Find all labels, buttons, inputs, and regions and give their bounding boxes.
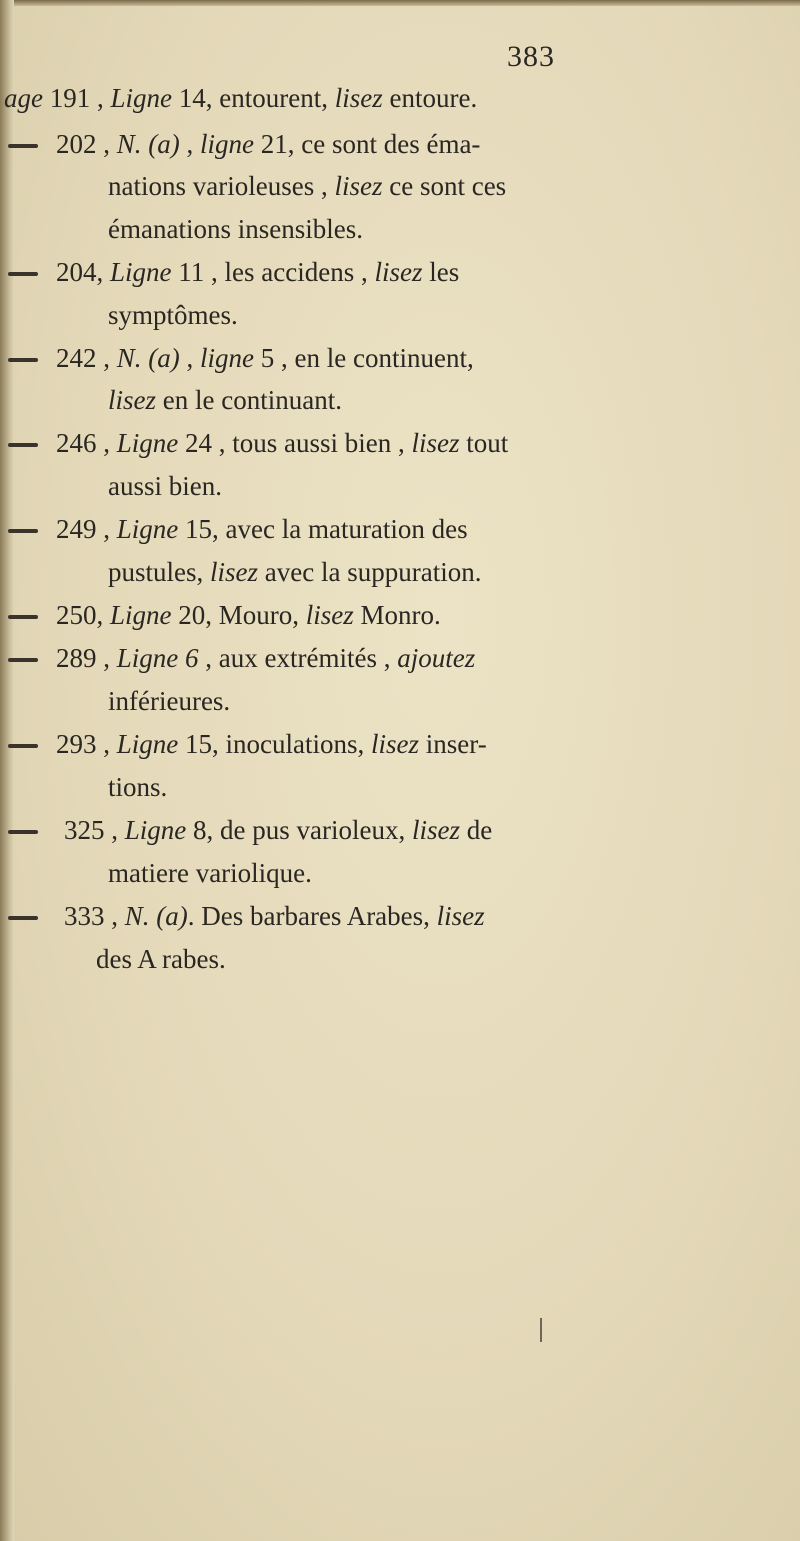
line-text: les bbox=[422, 257, 460, 287]
line-text: 246 , bbox=[56, 428, 117, 458]
entry-dash bbox=[8, 443, 38, 447]
errata-line bbox=[108, 857, 312, 889]
errata-line bbox=[56, 427, 508, 459]
line-text: 191 , bbox=[49, 83, 111, 113]
ink-mark bbox=[540, 1318, 542, 1342]
italic-text: Ligne bbox=[110, 257, 172, 287]
line-text: 24 , tous aussi bien , bbox=[178, 428, 412, 458]
errata-line bbox=[64, 900, 485, 932]
errata-line bbox=[108, 771, 167, 803]
line-text: en le continuant. bbox=[156, 385, 342, 415]
errata-line bbox=[4, 82, 477, 114]
italic-text: Ligne 6 bbox=[116, 643, 199, 673]
line-text: avec la suppuration. bbox=[258, 557, 482, 587]
errata-line bbox=[108, 685, 230, 717]
line-text: Monro. bbox=[353, 600, 441, 630]
italic-text: lisez bbox=[334, 83, 383, 113]
italic-text: lisez bbox=[371, 729, 420, 759]
line-text: 293 , bbox=[56, 729, 117, 759]
italic-text: N. (a) bbox=[124, 901, 188, 931]
line-text: 325 , bbox=[64, 815, 125, 845]
page-number: 383 bbox=[507, 40, 555, 73]
line-text: 21, ce sont des éma- bbox=[254, 129, 481, 159]
errata-line bbox=[56, 342, 474, 374]
italic-text: ligne bbox=[200, 129, 254, 159]
line-text: émanations insensibles. bbox=[108, 214, 363, 244]
line-text: ce sont ces bbox=[382, 171, 507, 201]
line-text: entoure. bbox=[382, 83, 478, 113]
italic-text: ligne bbox=[200, 343, 254, 373]
italic-text: lisez bbox=[210, 557, 259, 587]
italic-text: lisez bbox=[436, 901, 485, 931]
italic-text: Ligne bbox=[116, 428, 179, 458]
errata-line bbox=[56, 599, 441, 631]
line-text: inférieures. bbox=[108, 686, 231, 716]
errata-line bbox=[56, 642, 475, 674]
line-text: 14, entourent, bbox=[172, 83, 335, 113]
line-text: 204, bbox=[56, 257, 110, 287]
italic-text: lisez bbox=[108, 385, 157, 415]
italic-text: Ligne bbox=[116, 514, 179, 544]
line-text: 202 , bbox=[56, 129, 117, 159]
line-text: 333 , bbox=[64, 901, 125, 931]
errata-line bbox=[56, 256, 459, 288]
errata-line bbox=[56, 128, 480, 160]
entry-dash bbox=[8, 744, 38, 748]
italic-text: lisez bbox=[411, 815, 460, 845]
italic-text: lisez bbox=[374, 257, 423, 287]
line-text: 20, Mouro, bbox=[171, 600, 306, 630]
errata-line bbox=[108, 299, 238, 331]
page-gutter bbox=[0, 0, 14, 1541]
errata-line bbox=[56, 513, 468, 545]
entry-dash bbox=[8, 529, 38, 533]
line-text: 249 , bbox=[56, 514, 117, 544]
italic-text: N. (a) bbox=[116, 129, 180, 159]
errata-line bbox=[56, 728, 487, 760]
line-text: 289 , bbox=[56, 643, 117, 673]
line-text: symptômes. bbox=[108, 300, 238, 330]
errata-line bbox=[108, 170, 506, 202]
page-top-edge bbox=[0, 0, 800, 6]
errata-line bbox=[108, 384, 342, 416]
entry-dash bbox=[8, 658, 38, 662]
italic-text: age bbox=[4, 83, 50, 113]
line-text: matiere variolique. bbox=[108, 858, 312, 888]
line-text: 250, bbox=[56, 600, 110, 630]
entry-dash bbox=[8, 358, 38, 362]
errata-line bbox=[64, 814, 492, 846]
line-text: . Des barbares Arabes, bbox=[187, 901, 437, 931]
entry-dash bbox=[8, 916, 38, 920]
line-text: tions. bbox=[108, 772, 168, 802]
line-text: de bbox=[459, 815, 493, 845]
line-text: pustules, bbox=[108, 557, 211, 587]
italic-text: Ligne bbox=[116, 729, 179, 759]
line-text: 242 , bbox=[56, 343, 117, 373]
line-text: inser- bbox=[419, 729, 487, 759]
line-text: des A rabes. bbox=[96, 944, 226, 974]
italic-text: Ligne bbox=[124, 815, 187, 845]
italic-text: ajoutez bbox=[397, 643, 476, 673]
line-text: , bbox=[179, 129, 200, 159]
line-text: 8, de pus varioleux, bbox=[186, 815, 412, 845]
italic-text: lisez bbox=[334, 171, 383, 201]
line-text: aussi bien. bbox=[108, 471, 222, 501]
line-text: 11 , les accidens , bbox=[171, 257, 375, 287]
errata-line bbox=[108, 556, 481, 588]
errata-line bbox=[108, 470, 222, 502]
entry-dash bbox=[8, 272, 38, 276]
line-text: 5 , en le continuent, bbox=[254, 343, 474, 373]
entry-dash bbox=[8, 615, 38, 619]
italic-text: lisez bbox=[411, 428, 460, 458]
italic-text: N. (a) bbox=[116, 343, 180, 373]
errata-line bbox=[108, 213, 363, 245]
line-text: , aux extrémités , bbox=[198, 643, 398, 673]
line-text: , bbox=[179, 343, 200, 373]
errata-line bbox=[96, 943, 226, 975]
line-text: 15, avec la maturation des bbox=[178, 514, 468, 544]
italic-text: Ligne bbox=[110, 83, 172, 113]
line-text: 15, inoculations, bbox=[178, 729, 371, 759]
italic-text: Ligne bbox=[110, 600, 172, 630]
line-text: tout bbox=[459, 428, 509, 458]
entry-dash bbox=[8, 144, 38, 148]
italic-text: lisez bbox=[305, 600, 354, 630]
line-text: nations varioleuses , bbox=[108, 171, 335, 201]
entry-dash bbox=[8, 830, 38, 834]
